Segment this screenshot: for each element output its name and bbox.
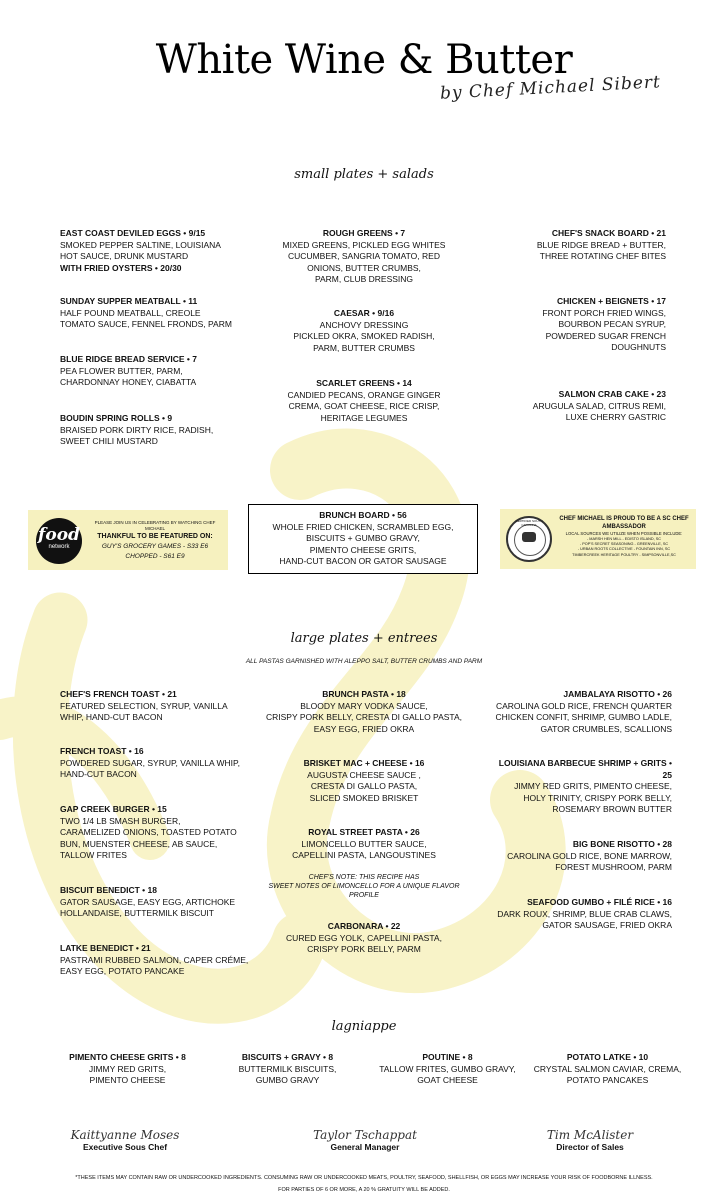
menu-item [254, 228, 474, 286]
menu-item [60, 943, 260, 978]
menu-item [60, 746, 260, 781]
menu-item [466, 689, 672, 735]
menu-item [520, 1052, 695, 1087]
gratuity-note: FOR PARTIES OF 6 OR MORE, A 20 % GRATUITY WILL BE ADDED. [278, 1187, 450, 1193]
item-desc: CAROLINA GOLD RICE, BONE MARROW, FOREST MUSHROOM, PARM [507, 850, 672, 872]
logo-sub: network [48, 544, 70, 550]
seal-text: CERTIFIED SOUTH CAROLINA [515, 519, 543, 527]
section-lagniappe: lagniappe [331, 1019, 397, 1034]
staff-role: Executive Sous Chef [82, 1142, 168, 1152]
item-name: CHICKEN + BEIGNETS • 17 [556, 296, 666, 306]
item-desc: CANDIED PECANS, ORANGE GINGER CREMA, GOAT CHEESE, RICE CRISP, HERITAGE LEGUMES [287, 389, 441, 423]
menu-item [254, 378, 474, 424]
menu-item [200, 1052, 375, 1087]
item-name: BISCUIT BENEDICT • 18 [60, 885, 157, 895]
item-desc: SMOKED PEPPER SALTINE, LOUISIANA HOT SAUCE, DRUNK MUSTARD [60, 239, 221, 261]
food-network-promo [28, 510, 228, 570]
restaurant-title: White Wine & Butter [155, 37, 573, 83]
menu-item [60, 885, 260, 920]
source-item: - URBAN ROOTS COLLECTIVE - FOUNTAIN INN, SC [577, 547, 671, 552]
item-desc: WHOLE FRIED CHICKEN, SCRAMBLED EGG, BISCUITS + GUMBO GRAVY, PIMENTO CHEESE GRITS, HAND-CUT BACON OR GATOR SAUSAGE [272, 521, 454, 566]
signature: Tim McAlister [546, 1128, 634, 1142]
item-name: SALMON CRAB CAKE • 23 [558, 389, 666, 399]
chef-ambassador-promo [500, 509, 696, 569]
item-name: PIMENTO CHEESE GRITS • 8 [69, 1052, 186, 1062]
menu-item [60, 804, 260, 862]
item-desc: ARUGULA SALAD, CITRUS REMI, LUXE CHERRY GASTRIC [532, 400, 666, 422]
item-name: SEAFOOD GUMBO + FILÉ RICE • 16 [527, 897, 672, 907]
staff-block [40, 1128, 210, 1152]
menu-item [466, 897, 672, 932]
staff-block [505, 1128, 675, 1152]
chef-byline: by Chef Michael Sibert [439, 72, 662, 104]
menu-item [60, 296, 260, 331]
item-desc: GATOR SAUSAGE, EASY EGG, ARTICHOKE HOLLANDAISE, BUTTERMILK BISCUIT [60, 896, 236, 918]
item-desc: CAROLINA GOLD RICE, FRENCH QUARTER CHICKEN CONFIT, SHRIMP, GUMBO LADLE, GATOR CRUMBLES, SCALLIONS [495, 700, 672, 734]
item-desc: BLOODY MARY VODKA SAUCE, CRISPY PORK BELLY, CRESTA DI GALLO PASTA, EASY EGG, FRIED OKRA [265, 700, 463, 734]
menu-item [466, 839, 672, 874]
item-name: BRUNCH PASTA • 18 [322, 689, 406, 699]
menu-item [60, 413, 260, 448]
item-desc: FRONT PORCH FRIED WINGS, BOURBON PECAN SYRUP, POWDERED SUGAR FRENCH DOUGHNUTS [542, 307, 666, 352]
sc-certified-seal-icon [506, 516, 552, 562]
menu-item [464, 228, 666, 263]
item-name: CHEF'S FRENCH TOAST • 21 [60, 689, 177, 699]
item-desc: JIMMY RED GRITS, PIMENTO CHEESE, HOLY TRINITY, CRISPY PORK BELLY, ROSEMARY BROWN BUTTER [514, 781, 672, 814]
item-desc: JIMMY RED GRITS, PIMENTO CHEESE [88, 1063, 167, 1085]
item-desc: AUGUSTA CHEESE SAUCE , CRESTA DI GALLO PASTA, SLICED SMOKED BRISKET [307, 769, 421, 803]
menu-item [464, 389, 666, 424]
staff-block [280, 1128, 450, 1152]
item-name: EAST COAST DEVILED EGGS • 9/15 [60, 228, 206, 238]
item-desc: PEA FLOWER BUTTER, PARM, CHARDONNAY HONEY, CIABATTA [60, 365, 197, 387]
item-name: CARBONARA • 22 [327, 921, 401, 931]
item-desc: FEATURED SELECTION, SYRUP, VANILLA WHIP, HAND-CUT BACON [60, 700, 228, 722]
item-desc: LIMONCELLO BUTTER SAUCE, CAPELLINI PASTA, LANGOUSTINES [292, 838, 436, 860]
menu-item [244, 758, 484, 804]
item-desc: TWO 1/4 LB SMASH BURGER, CARAMELIZED ONIONS, TOASTED POTATO BUN, MUENSTER CHEESE, AB SAUCE, TALLOW FRITES [60, 815, 237, 860]
item-name: BRUNCH BOARD • 56 [319, 510, 407, 520]
menu-item [464, 296, 666, 354]
item-desc: CRYSTAL SALMON CAVIAR, CREMA, POTATO PANCAKES [533, 1063, 682, 1085]
item-name: BOUDIN SPRING ROLLS • 9 [60, 413, 173, 423]
menu-item [360, 1052, 535, 1087]
item-desc: MIXED GREENS, PICKLED EGG WHITES CUCUMBER, SANGRIA TOMATO, RED ONIONS, BUTTER CRUMBS, PARM, CLUB DRESSING [282, 239, 446, 284]
source-item: TIMBERCREEK HERITAGE POULTRY - SIMPSONVILLE,SC [572, 552, 676, 557]
menu-item [244, 827, 484, 862]
menu-item [254, 308, 474, 354]
item-name: BIG BONE RISOTTO • 28 [572, 839, 672, 849]
menu-item [40, 1052, 215, 1087]
menu-item [60, 689, 260, 724]
item-desc: BUTTERMILK BISCUITS, GUMBO GRAVY [238, 1063, 337, 1085]
item-desc: BLUE RIDGE BREAD + BUTTER, THREE ROTATING CHEF BITES [536, 239, 666, 261]
item-name: POUTINE • 8 [422, 1052, 473, 1062]
item-name: LATKE BENEDICT • 21 [60, 943, 151, 953]
item-name: ROYAL STREET PASTA • 26 [308, 827, 420, 837]
pasta-garnish-note: ALL PASTAS GARNISHED WITH ALEPPO SALT, BUTTER CRUMBS AND PARM [245, 658, 483, 665]
item-desc: POWDERED SUGAR, SYRUP, VANILLA WHIP, HAND-CUT BACON [60, 757, 240, 779]
menu-item [244, 689, 484, 735]
item-name: BLUE RIDGE BREAD SERVICE • 7 [60, 354, 197, 364]
item-name: ROUGH GREENS • 7 [322, 228, 406, 238]
staff-role: Director of Sales [556, 1142, 624, 1152]
item-name: SCARLET GREENS • 14 [316, 378, 412, 388]
item-name: LOUISIANA BARBECUE SHRIMP + GRITS • 25 [498, 758, 672, 780]
item-name: CHEF'S SNACK BOARD • 21 [551, 228, 666, 238]
source-item: - MARSH HEN MILL - EDISTO ISLAND, SC [586, 537, 662, 541]
item-name: CAESAR • 9/16 [333, 308, 395, 318]
item-desc: TALLOW FRITES, GUMBO GRAVY, GOAT CHEESE [379, 1063, 516, 1085]
signature: Kaittyanne Moses [70, 1128, 180, 1142]
item-name: POTATO LATKE • 10 [566, 1052, 649, 1062]
item-desc: CURED EGG YOLK, CAPELLINI PASTA, CRISPY PORK BELLY, PARM [286, 932, 442, 954]
promo-line: CHOPPED - S61 E9 [125, 553, 185, 560]
item-desc: ANCHOVY DRESSING PICKLED OKRA, SMOKED RADISH, PARM, BUTTER CRUMBS [293, 319, 435, 353]
item-desc: PASTRAMI RUBBED SALMON, CAPER CRÉME, EASY EGG, POTATO PANCAKE [60, 954, 249, 976]
item-name: GAP CREEK BURGER • 15 [60, 804, 167, 814]
ambassador-sub: LOCAL SOURCES WE UTILIZE WHEN POSSIBLE INCLUDE: [565, 531, 683, 536]
item-name: JAMBALAYA RISOTTO • 26 [563, 689, 672, 699]
menu-item [244, 921, 484, 956]
menu-item [60, 354, 260, 389]
item-extra: WITH FRIED OYSTERS • 20/30 [60, 262, 182, 273]
promo-line: GUY'S GROCERY GAMES - S33 E6 [101, 543, 209, 550]
item-name: SUNDAY SUPPER MEATBALL • 11 [60, 296, 198, 306]
item-name: BISCUITS + GRAVY • 8 [241, 1052, 334, 1062]
promo-headline: THANKFUL TO BE FEATURED ON: [97, 533, 213, 540]
section-small-plates: small plates + salads [294, 167, 434, 182]
raw-food-disclaimer: *THESE ITEMS MAY CONTAIN RAW OR UNDERCOOKED INGREDIENTS. CONSUMING RAW OR UNDERCOOKED MEATS, POULTRY, SEAFOOD, SHELLFISH, OR EGGS MAY INCREASE YOUR RISK OF FOODBORNE ILLNESS. [75, 1175, 653, 1181]
chef-note: CHEF'S NOTE: THIS RECIPE HAS SWEET NOTES OF LIMONCELLO FOR A UNIQUE FLAVOR PROFILE [268, 874, 460, 899]
item-name: FRENCH TOAST • 16 [60, 746, 144, 756]
item-desc: HALF POUND MEATBALL, CREOLE TOMATO SAUCE, FENNEL FRONDS, PARM [60, 307, 232, 329]
item-desc: DARK ROUX, SHRIMP, BLUE CRAB CLAWS, GATOR SAUSAGE, FRIED OKRA [497, 908, 672, 930]
item-desc: BRAISED PORK DIRTY RICE, RADISH, SWEET CHILI MUSTARD [60, 424, 214, 446]
menu-item [466, 758, 672, 816]
promo-small: PLEASE JOIN US IN CELEBRATING BY WATCHING CHEF MICHAEL [94, 520, 216, 531]
menu-item [60, 228, 260, 274]
brunch-board-box [248, 504, 478, 574]
ambassador-headline: CHEF MICHAEL IS PROUD TO BE A SC CHEF AMBASSADOR [559, 516, 689, 530]
item-name: BRISKET MAC + CHEESE • 16 [303, 758, 425, 768]
section-large-plates: large plates + entrees [290, 631, 438, 646]
source-item: - POP'S SECRET SEASONING - GREENVILLE, SC [579, 542, 669, 547]
signature: Taylor Tschappat [313, 1128, 417, 1142]
food-network-logo [36, 518, 82, 564]
staff-role: General Manager [330, 1142, 400, 1152]
logo-word: food [38, 525, 80, 545]
